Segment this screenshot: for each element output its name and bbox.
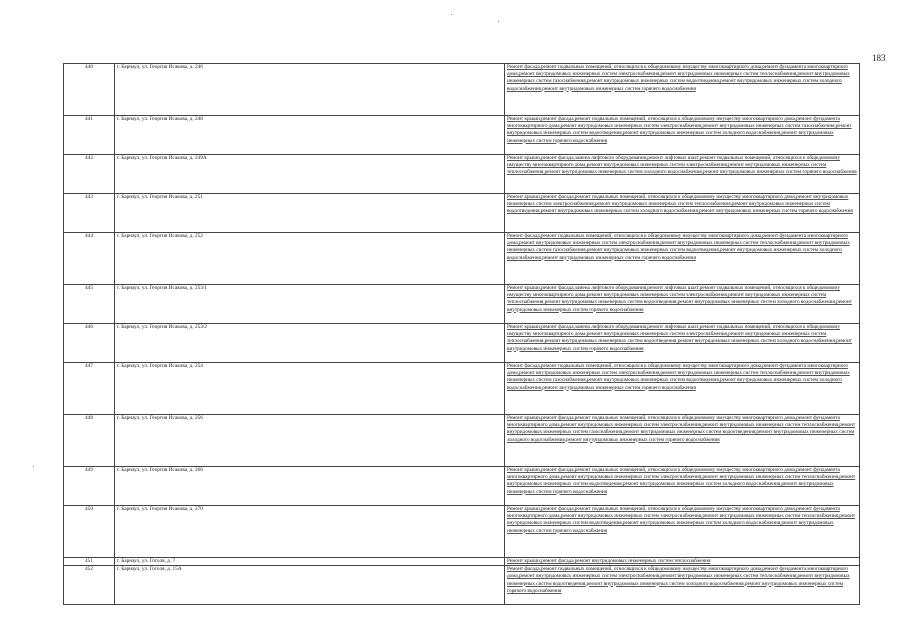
row-address: г. Барнаул, ул. Георгия Исакова, д. 256	[115, 415, 505, 467]
row-works: Ремонт крыши,ремонт фасада,ремонт подвальных помещений, относящихся к общедомовому имуществу многоквартирного дома,ремонт фундамента многоквартирного дома,ремонт внутридомовых инженерных систем электроснабжения,ремонт внутридомовых инженерных систем газоснабжения,ремонт внутридомовых инженерных систем водоотведения,ремонт внутридомовых инженерных систем холодного водоснабжения,ремонт внутридомовых инженерных систем горячего водоснабжения	[505, 116, 860, 155]
table-row	[64, 116, 860, 155]
scan-speck	[33, 466, 34, 467]
row-address: г. Барнаул, ул. Георгия Исакова, д. 251	[115, 194, 505, 233]
row-number: 446	[64, 324, 115, 363]
row-works: Ремонт фасада,ремонт подвальных помещений, относящихся к общедомовому имуществу многоквартирного дома,ремонт фундамента многоквартирного дома,ремонт внутридомовых инженерных систем электроснабжения,ремонт внутридомовых инженерных систем теплоснабжения,ремонт внутридомовых инженерных систем водоотведения,ремонт внутридомовых инженерных систем холодного водоснабжения,ремонт внутридомовых инженерных систем горячего водоснабжения	[505, 566, 860, 605]
row-number: 445	[64, 285, 115, 324]
row-number: 451	[64, 558, 115, 566]
table-row	[64, 285, 860, 324]
row-number: 442	[64, 155, 115, 194]
scan-speck	[498, 21, 499, 22]
row-works: Ремонт крыши,ремонт фасада,ремонт подвальных помещений, относящихся к общедомовому имуществу многоквартирного дома,ремонт фундамента многоквартирного дома,ремонт внутридомовых инженерных систем электроснабжения,ремонт внутридомовых инженерных систем теплоснабжения,ремонт внутридомовых инженерных систем водоотведения,ремонт внутридомовых инженерных систем холодного водоснабжения,ремонт внутридомовых инженерных систем горячего водоснабжения	[505, 506, 860, 558]
row-number: 440	[64, 64, 115, 116]
table-row	[64, 566, 860, 605]
row-works: Ремонт крыши,ремонт фасада,замена лифтового оборудования,ремонт лифтовых шахт,ремонт подвальных помещений, относящихся к общедомовому имуществу многоквартирного дома,ремонт внутридомовых инженерных систем электроснабжения,ремонт внутридомовых инженерных систем теплоснабжения,ремонт внутридомовых инженерных систем холодного водоснабжения,ремонт внутридомовых инженерных систем горячего водоснабжения	[505, 155, 860, 194]
row-address: г. Барнаул, ул. Георгия Исакова, д. 252	[115, 233, 505, 285]
table-row	[64, 194, 860, 233]
row-number: 450	[64, 506, 115, 558]
row-works: Ремонт фасада,ремонт подвальных помещений, относящихся к общедомовому имуществу многоквартирного дома,ремонт фундамента многоквартирного дома,ремонт внутридомовых инженерных систем электроснабжения,ремонт внутридомовых инженерных систем теплоснабжения,ремонт внутридомовых инженерных систем газоснабжения,ремонт внутридомовых инженерных систем водоотведения,ремонт внутридомовых инженерных систем холодного водоснабжения,ремонт внутридомовых инженерных систем горячего водоснабжения	[505, 64, 860, 116]
row-works: Ремонт фасада,ремонт подвальных помещений, относящихся к общедомовому имуществу многоквартирного дома,ремонт фундамента многоквартирного дома,ремонт внутридомовых инженерных систем электроснабжения,ремонт внутридомовых инженерных систем теплоснабжения,ремонт внутридомовых инженерных систем газоснабжения,ремонт внутридомовых инженерных систем водоотведения,ремонт внутридомовых инженерных систем холодного водоснабжения,ремонт внутридомовых инженерных систем горячего водоснабжения	[505, 233, 860, 285]
scan-speck	[451, 14, 452, 15]
row-works: Ремонт фасада,ремонт подвальных помещений, относящихся к общедомовому имуществу многоквартирного дома,ремонт фундамента многоквартирного дома,ремонт внутридомовых инженерных систем электроснабжения,ремонт внутридомовых инженерных систем теплоснабжения,ремонт внутридомовых инженерных систем газоснабжения,ремонт внутридомовых инженерных систем водоотведения,ремонт внутридомовых инженерных систем холодного водоснабжения,ремонт внутридомовых инженерных систем горячего водоснабжения	[505, 363, 860, 415]
row-number: 447	[64, 363, 115, 415]
row-works: Ремонт крыши,ремонт фасада,ремонт подвальных помещений, относящихся к общедомовому имуществу многоквартирного дома,ремонт фундамента многоквартирного дома,ремонт внутридомовых инженерных систем электроснабжения,ремонт внутридомовых инженерных систем теплоснабжения,ремонт внутридомовых инженерных систем газоснабжения,ремонт внутридомовых инженерных систем водоотведения,ремонт внутридомовых инженерных систем холодного водоснабжения,ремонт внутридомовых инженерных систем горячего водоснабжения	[505, 415, 860, 467]
row-address: г. Барнаул, ул. Гоголя, д. 7	[115, 558, 505, 566]
row-address: г. Барнаул, ул. Георгия Исакова, д. 270	[115, 506, 505, 558]
row-works: Ремонт крыши,ремонт фасада,ремонт внутридомовых инженерных систем теплоснабжения	[505, 558, 860, 566]
row-works: Ремонт крыши,ремонт фасада,замена лифтового оборудования,ремонт лифтовых шахт,ремонт подвальных помещений, относящихся к общедомовому имуществу многоквартирного дома,ремонт внутридомовых инженерных систем электроснабжения,ремонт внутридомовых инженерных систем теплоснабжения,ремонт внутридомовых инженерных систем водоотведения,ремонт внутридомовых инженерных систем холодного водоснабжения,ремонт внутридомовых инженерных систем горячего водоснабжения	[505, 324, 860, 363]
row-number: 443	[64, 194, 115, 233]
page-number: 183	[872, 53, 886, 63]
table-row	[64, 64, 860, 116]
row-address: г. Барнаул, ул. Георгия Исакова, д. 249А	[115, 155, 505, 194]
row-address: г. Барнаул, ул. Георгия Исакова, д. 253/1	[115, 285, 505, 324]
row-number: 444	[64, 233, 115, 285]
row-number: 448	[64, 415, 115, 467]
table-row	[64, 558, 860, 566]
table-row	[64, 415, 860, 467]
repair-register-table	[63, 63, 860, 605]
table-row	[64, 155, 860, 194]
row-number: 441	[64, 116, 115, 155]
row-address: г. Барнаул, ул. Георгия Исакова, д. 246	[115, 64, 505, 116]
row-address: г. Барнаул, ул. Гоголя, д. 15А	[115, 566, 505, 605]
table-row	[64, 233, 860, 285]
table-row	[64, 467, 860, 506]
row-address: г. Барнаул, ул. Георгия Исакова, д. 253/2	[115, 324, 505, 363]
table-row	[64, 324, 860, 363]
row-works: Ремонт крыши,ремонт фасада,ремонт подвальных помещений, относящихся к общедомовому имуществу многоквартирного дома,ремонт внутридомовых инженерных систем электроснабжения,ремонт внутридомовых инженерных систем теплоснабжения,ремонт внутридомовых инженерных систем водоотведения,ремонт внутридомовых инженерных систем холодного водоснабжения,ремонт внутридомовых инженерных систем горячего водоснабжения	[505, 194, 860, 233]
row-address: г. Барнаул, ул. Георгия Исакова, д. 266	[115, 467, 505, 506]
table-row	[64, 363, 860, 415]
row-number: 452	[64, 566, 115, 605]
row-works: Ремонт крыши,ремонт фасада,ремонт подвальных помещений, относящихся к общедомовому имуществу многоквартирного дома,ремонт фундамента многоквартирного дома,ремонт внутридомовых инженерных систем электроснабжения,ремонт внутридомовых инженерных систем теплоснабжения,ремонт внутридомовых инженерных систем водоотведения,ремонт внутридомовых инженерных систем холодного водоснабжения,ремонт внутридомовых инженерных систем горячего водоснабжения	[505, 467, 860, 506]
row-address: г. Барнаул, ул. Георгия Исакова, д. 248	[115, 116, 505, 155]
row-number: 449	[64, 467, 115, 506]
row-works: Ремонт крыши,ремонт фасада,замена лифтового оборудования,ремонт лифтовых шахт,ремонт подвальных помещений, относящихся к общедомовому имуществу многоквартирного дома,ремонт внутридомовых инженерных систем электроснабжения,ремонт внутридомовых инженерных систем теплоснабжения,ремонт внутридомовых инженерных систем водоотведения,ремонт внутридомовых инженерных систем холодного водоснабжения,ремонт внутридомовых инженерных систем горячего водоснабжения	[505, 285, 860, 324]
table-row	[64, 506, 860, 558]
row-address: г. Барнаул, ул. Георгия Исакова, д. 254	[115, 363, 505, 415]
